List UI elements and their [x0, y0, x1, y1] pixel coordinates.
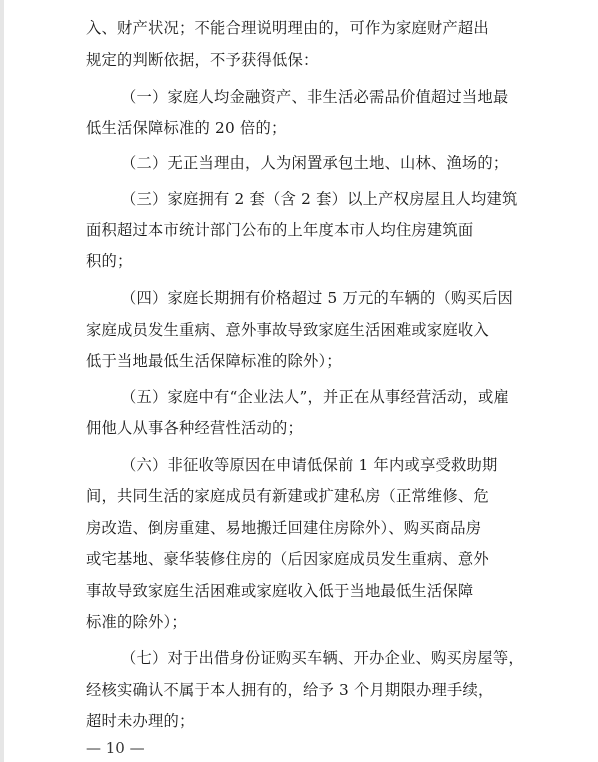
text-line: （一）家庭人均金融资产、非生活必需品价值超过当地最: [121, 88, 509, 106]
text-line: 积的；: [86, 252, 133, 270]
text-line: 或宅基地、豪华装修住房的（后因家庭成员发生重病、意外: [86, 550, 489, 568]
text-line: 低生活保障标准的 20 倍的；: [86, 119, 287, 137]
text-line: 间，共同生活的家庭成员有新建或扩建私房（正常维修、危: [86, 487, 489, 505]
text-line: 佣他人从事各种经营性活动的；: [86, 419, 303, 437]
page-edge: [0, 0, 4, 762]
text-line: 规定的判断依据，不予获得低保：: [86, 51, 319, 69]
text-line: 事故导致家庭生活困难或家庭收入低于当地最低生活保障: [86, 582, 474, 600]
text-line: （六）非征收等原因在申请低保前 1 年内或享受救助期: [121, 456, 498, 474]
text-line: （四）家庭长期拥有价格超过 5 万元的车辆的（购买后因: [121, 289, 513, 307]
text-line: 超时未办理的；: [86, 712, 195, 730]
text-line: 房改造、倒房重建、易地搬迁回建住房除外）、购买商品房: [86, 519, 482, 537]
text-line: 面积超过本市统计部门公布的上年度本市人均住房建筑面: [86, 221, 474, 239]
text-line: 低于当地最低生活保障标准的除外）；: [86, 352, 342, 370]
text-line: 标准的除外）；: [86, 613, 187, 631]
text-line: （三）家庭拥有 2 套（含 2 套）以上产权房屋且人均建筑: [121, 190, 518, 208]
page-number: — 10 —: [86, 739, 145, 757]
text-line: 入、财产状况；不能合理说明理由的，可作为家庭财产超出: [86, 19, 489, 37]
text-line: （七）对于出借身份证购买车辆、开办企业、购买房屋等，: [121, 649, 524, 667]
text-line: （五）家庭中有“企业法人”，并正在从事经营活动，或雇: [121, 388, 509, 406]
text-line: （二）无正当理由，人为闲置承包土地、山林、渔场的；: [121, 154, 509, 172]
text-line: 家庭成员发生重病、意外事故导致家庭生活困难或家庭收入: [86, 321, 489, 339]
text-line: 经核实确认不属于本人拥有的，给予 3 个月期限办理手续，: [86, 681, 494, 699]
